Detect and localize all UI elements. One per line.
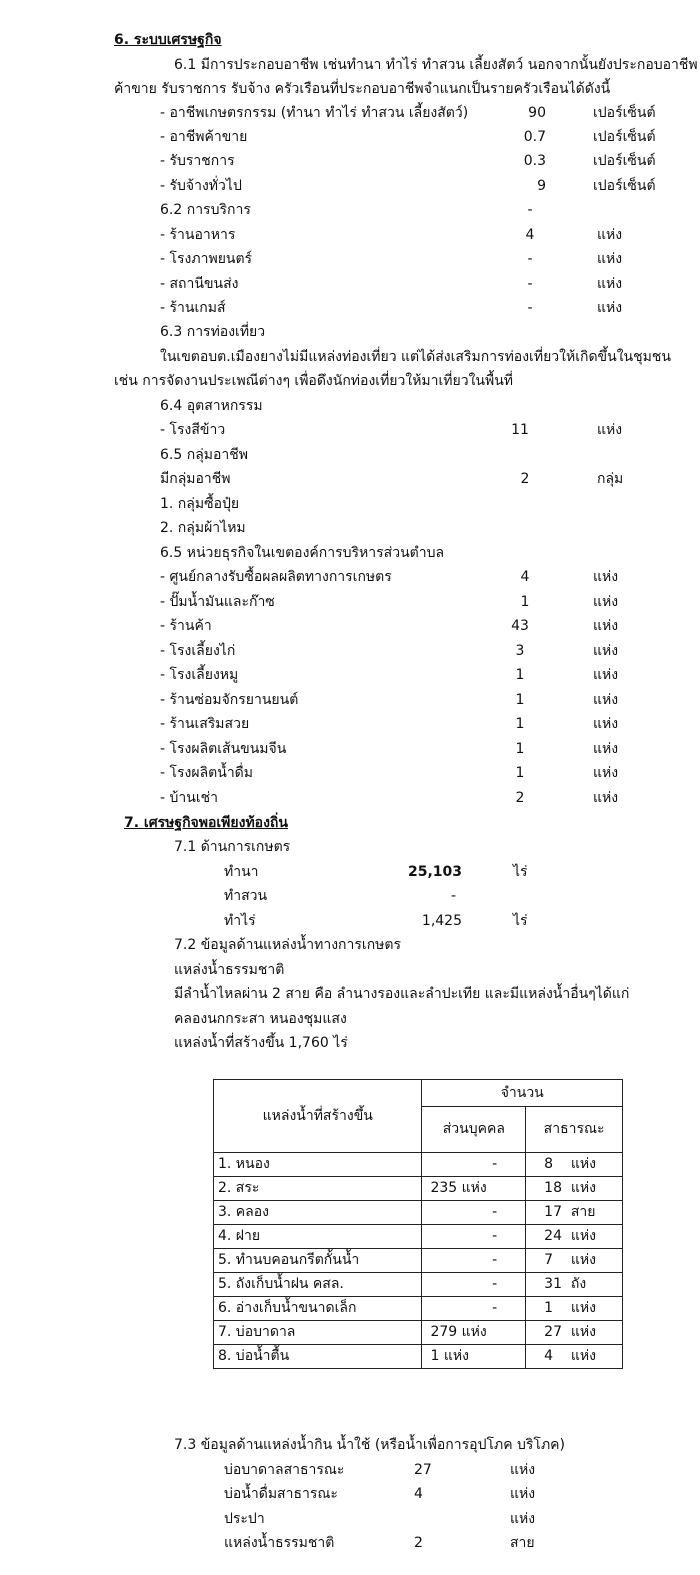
item-unit: เปอร์เซ็นต์	[593, 105, 656, 121]
item-value: 25,103	[407, 864, 462, 880]
item-value: 2	[515, 790, 525, 806]
row-name: 1. หนอง	[214, 1153, 422, 1177]
header-source: แหล่งน้ำที่สร้างขึ้น	[214, 1080, 422, 1153]
item-value: -	[527, 276, 533, 292]
item-label: - ศูนย์กลางรับซื้อผลผลิตทางการเกษตร	[160, 569, 392, 585]
item-value: 1	[515, 716, 525, 732]
s65-group-2: 2. กลุ่มผ้าไหม	[160, 520, 246, 536]
item-unit: แห่ง	[597, 300, 623, 316]
item-value: 1	[515, 741, 525, 757]
item-label: - ร้านซ่อมจักรยานยนต์	[160, 692, 299, 708]
item-unit: แห่ง	[597, 251, 623, 267]
s63-line2: เช่น การจัดงานประเพณีต่างๆ เพื่อดึงนักท่องเที่ยวให้มาเที่ยวในพื้นที่	[114, 373, 514, 389]
item-label: - อาชีพค้าขาย	[160, 129, 248, 145]
item-label: - สถานีขนส่ง	[160, 276, 239, 292]
header-amount: จำนวน	[422, 1080, 623, 1107]
row-name: 6. อ่างเก็บน้ำขนาดเล็ก	[214, 1297, 422, 1321]
item-unit: แห่ง	[597, 227, 623, 243]
item-label: - ร้านเกมส์	[160, 300, 226, 316]
row-private: 1 แห่ง	[422, 1345, 526, 1369]
item-label: ทำนา	[224, 864, 259, 880]
item-unit: ไร่	[513, 913, 528, 929]
item-unit: แห่ง	[593, 692, 619, 708]
item-value: 1	[515, 692, 525, 708]
header-public: สาธารณะ	[526, 1107, 623, 1153]
row-public: 1 แห่ง	[526, 1297, 623, 1321]
row-private: -	[422, 1249, 526, 1273]
row-public: 24 แห่ง	[526, 1225, 623, 1249]
item-label: แหล่งน้ำธรรมชาติ	[224, 1535, 335, 1551]
item-label: - รับราชการ	[160, 153, 235, 169]
item-value: 27	[414, 1462, 432, 1478]
s64-unit: แห่ง	[597, 422, 623, 438]
row-public: 18 แห่ง	[526, 1177, 623, 1201]
s64-item: - โรงสีข้าว	[160, 422, 226, 438]
item-unit: แห่ง	[593, 765, 619, 781]
s63-line1: ในเขตอบต.เมืองยางไม่มีแหล่งท่องเที่ยว แต่ได้ส่งเสริมการท่องเที่ยวให้เกิดขึ้นในชุมชน	[160, 349, 671, 365]
section-6-heading: 6. ระบบเศรษฐกิจ	[114, 32, 222, 48]
p61-line2: ค้าขาย รับราชการ รับจ้าง ครัวเรือนที่ประกอบอาชีพจำแนกเป็นรายครัวเรือนได้ดังนี้	[114, 81, 611, 97]
item-value: 3	[515, 643, 525, 659]
item-label: - โรงผลิตน้ำดื่ม	[160, 765, 254, 781]
item-label: บ่อน้ำดื่มสาธารณะ	[224, 1486, 338, 1502]
s73-label: 7.3 ข้อมูลด้านแหล่งน้ำกิน น้ำใช้ (หรือน้ำเพื่อการอุปโภค บริโภค)	[174, 1437, 566, 1453]
item-label: บ่อบาดาลสาธารณะ	[224, 1462, 345, 1478]
item-label: - ร้านอาหาร	[160, 227, 236, 243]
natural-line1: มีลำน้ำไหลผ่าน 2 สาย คือ ลำนางรองและลำปะเทีย และมีแหล่งน้ำอื่นๆได้แก่	[174, 986, 630, 1002]
row-public: 27 แห่ง	[526, 1321, 623, 1345]
item-label: - ร้านเสริมสวย	[160, 716, 250, 732]
table-row	[214, 1177, 623, 1201]
item-unit: แห่ง	[593, 716, 619, 732]
table-row	[214, 1153, 623, 1177]
item-value: 4	[414, 1486, 423, 1502]
item-unit: แห่ง	[593, 790, 619, 806]
table-row	[214, 1201, 623, 1225]
item-label: - โรงผลิตเส้นขนมจีน	[160, 741, 287, 757]
item-unit: แห่ง	[593, 569, 619, 585]
item-value: 1	[520, 594, 530, 610]
s64-value: 11	[511, 422, 529, 438]
item-label: - ร้านค้า	[160, 618, 212, 634]
item-unit: แห่ง	[593, 618, 619, 634]
table-row	[214, 1321, 623, 1345]
row-private: -	[422, 1297, 526, 1321]
item-unit: เปอร์เซ็นต์	[593, 129, 656, 145]
item-label: ทำสวน	[224, 888, 268, 904]
table-row	[214, 1345, 623, 1369]
item-value: 0.3	[523, 153, 546, 169]
item-unit: เปอร์เซ็นต์	[593, 178, 656, 194]
water-source-table	[213, 1079, 623, 1369]
row-public: 17 สาย	[526, 1201, 623, 1225]
natural-line2: คลองนกกระสา หนองชุมแสง	[174, 1011, 347, 1027]
item-label: - บ้านเช่า	[160, 790, 218, 806]
built-line: แหล่งน้ำที่สร้างขึ้น 1,760 ไร่	[174, 1035, 348, 1051]
table-header-row	[214, 1080, 623, 1107]
row-private: -	[422, 1225, 526, 1249]
item-unit: แห่ง	[597, 276, 623, 292]
natural-label: แหล่งน้ำธรรมชาติ	[174, 962, 285, 978]
row-name: 4. ฝาย	[214, 1225, 422, 1249]
s71-label: 7.1 ด้านการเกษตร	[174, 839, 291, 855]
row-name: 2. สระ	[214, 1177, 422, 1201]
row-name: 5. ถังเก็บน้ำฝน คสล.	[214, 1273, 422, 1297]
item-value: 4	[520, 569, 530, 585]
s65-group-1: 1. กลุ่มซื้อปุ๋ย	[160, 496, 240, 512]
item-unit: ไร่	[513, 864, 528, 880]
row-name: 7. บ่อบาดาล	[214, 1321, 422, 1345]
section-7-heading: 7. เศรษฐกิจพอเพียงท้องถิ่น	[124, 815, 288, 831]
item-label: - โรงภาพยนตร์	[160, 251, 253, 267]
item-unit: แห่ง	[510, 1462, 536, 1478]
item-value: 0.7	[523, 129, 546, 145]
item-label: - ปั๊มน้ำมันและก๊าซ	[160, 594, 275, 610]
item-label: - อาชีพเกษตรกรรม (ทำนา ทำไร่ ทำสวน เลี้ยงสัตว์)	[160, 105, 469, 121]
item-value: 4	[525, 227, 535, 243]
row-public: 7 แห่ง	[526, 1249, 623, 1273]
item-value: -	[527, 300, 533, 316]
row-public: 4 แห่ง	[526, 1345, 623, 1369]
table-row	[214, 1225, 623, 1249]
row-private: -	[422, 1153, 526, 1177]
s65b-label: 6.5 หน่วยธุรกิจในเขตองค์การบริหารส่วนตำบล	[160, 545, 445, 561]
item-value: 2	[414, 1535, 423, 1551]
row-private: -	[422, 1201, 526, 1225]
row-public: 8 แห่ง	[526, 1153, 623, 1177]
item-value: 43	[511, 618, 529, 634]
table-row	[214, 1249, 623, 1273]
item-value: 1,425	[421, 913, 462, 929]
s72-label: 7.2 ข้อมูลด้านแหล่งน้ำทางการเกษตร	[174, 937, 402, 953]
item-unit: แห่ง	[510, 1486, 536, 1502]
item-unit: สาย	[510, 1535, 535, 1551]
item-unit: แห่ง	[593, 667, 619, 683]
table-row	[214, 1273, 623, 1297]
item-unit: แห่ง	[593, 594, 619, 610]
item-unit: เปอร์เซ็นต์	[593, 153, 656, 169]
header-private: ส่วนบุคคล	[422, 1107, 526, 1153]
row-private: 235 แห่ง	[422, 1177, 526, 1201]
s62-label: 6.2 การบริการ	[160, 202, 251, 218]
s62-value: -	[527, 202, 533, 218]
item-label: ประปา	[224, 1511, 265, 1527]
s65-unit: กลุ่ม	[597, 471, 624, 487]
s64-label: 6.4 อุตสาหกรรม	[160, 398, 263, 414]
row-name: 8. บ่อน้ำตื้น	[214, 1345, 422, 1369]
row-public: 31 ถัง	[526, 1273, 623, 1297]
item-label: - รับจ้างทั่วไป	[160, 178, 242, 194]
item-label: - โรงเลี้ยงไก่	[160, 643, 236, 659]
item-value: 1	[515, 667, 525, 683]
table-row	[214, 1297, 623, 1321]
item-value: 9	[537, 178, 546, 194]
item-value: 1	[515, 765, 525, 781]
row-private: -	[422, 1273, 526, 1297]
item-value: -	[527, 251, 533, 267]
item-unit: แห่ง	[593, 741, 619, 757]
item-unit: แห่ง	[510, 1511, 536, 1527]
s65-value: 2	[520, 471, 530, 487]
s65-label: 6.5 กลุ่มอาชีพ	[160, 447, 248, 463]
item-value: 90	[528, 105, 546, 121]
item-value: -	[450, 888, 456, 904]
s63-label: 6.3 การท่องเที่ยว	[160, 324, 266, 340]
row-name: 5. ทำนบคอนกรีตกั้นน้ำ	[214, 1249, 422, 1273]
item-unit: แห่ง	[593, 643, 619, 659]
p61-line1: 6.1 มีการประกอบอาชีพ เช่นทำนา ทำไร่ ทำสวน เลี้ยงสัตว์ นอกจากนั้นยังประกอบอาชีพ	[174, 57, 698, 73]
item-label: ทำไร่	[224, 913, 256, 929]
item-label: - โรงเลี้ยงหมู	[160, 667, 239, 683]
s65-item: มีกลุ่มอาชีพ	[160, 471, 231, 487]
row-private: 279 แห่ง	[422, 1321, 526, 1345]
row-name: 3. คลอง	[214, 1201, 422, 1225]
